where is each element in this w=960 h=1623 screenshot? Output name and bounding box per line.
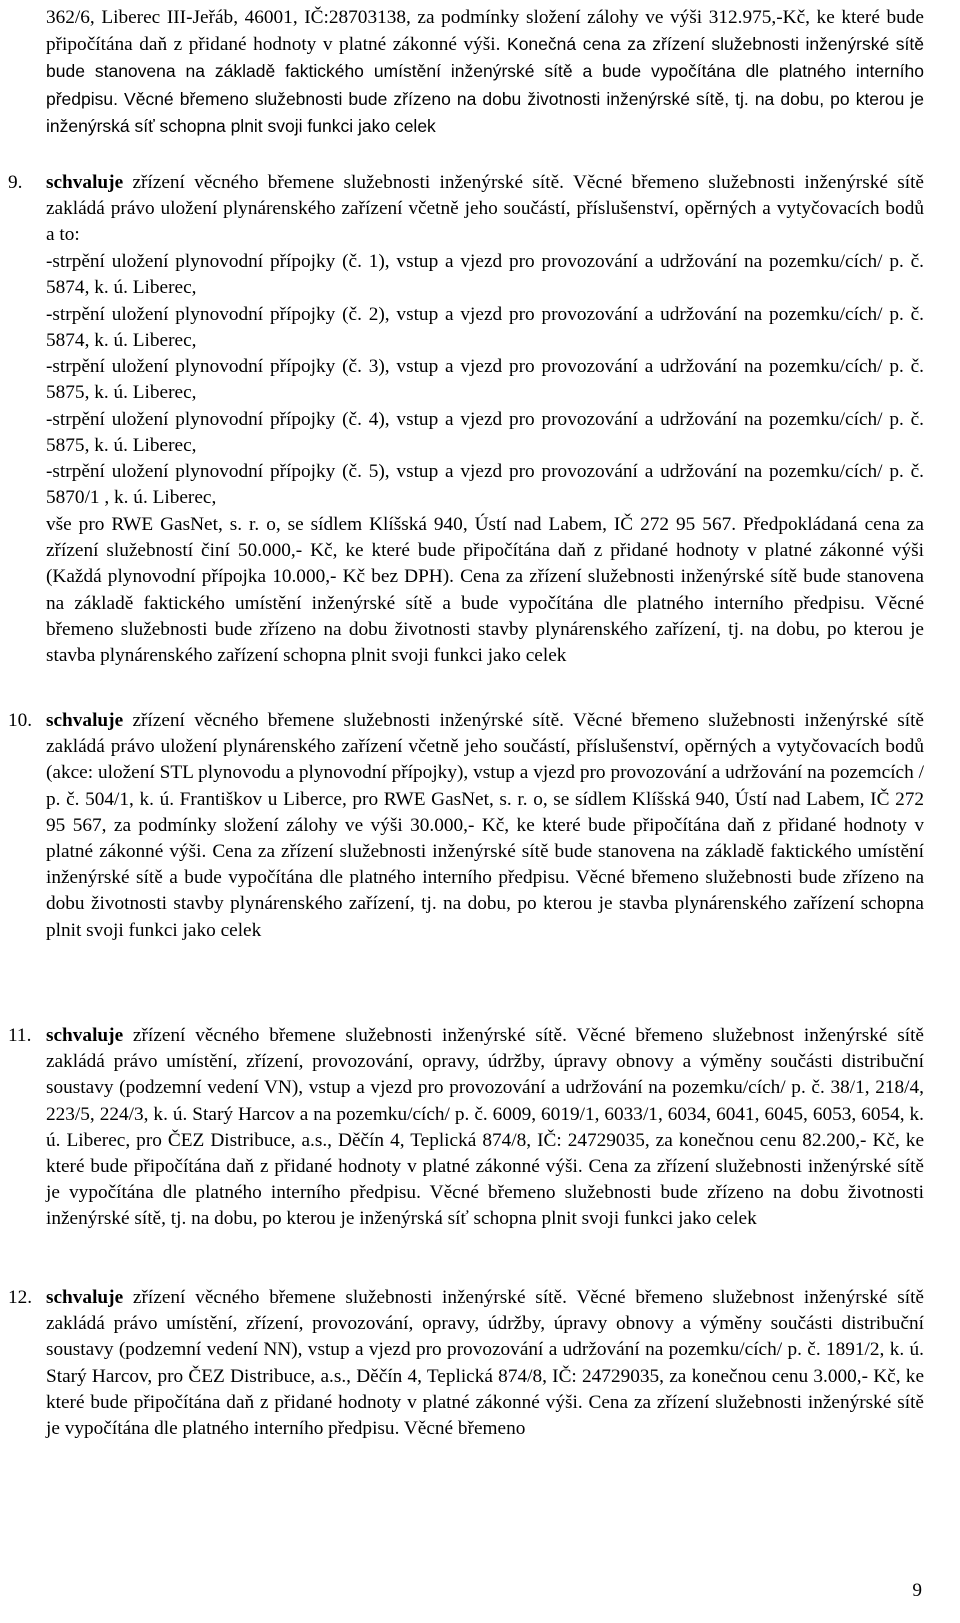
item-9-line: -strpění uložení plynovodní přípojky (č. 5), vstup a vjezd pro provozování a udržování na pozemku/cích/ p. č. 5870/1 , k. ú. Liberec, [46, 461, 924, 509]
item-9-line: -strpění uložení plynovodní přípojky (č. 2), vstup a vjezd pro provozování a udržování na pozemku/cích/ p. č. 5874, k. ú. Liberec, [46, 304, 924, 352]
item-10-text [46, 708, 924, 944]
continuation-paragraph [46, 5, 924, 140]
item-text: zřízení věcného břemene služebnosti inženýrské sítě. Věcné břemeno služebnost inženýrské sítě zakládá právo umístění, zřízení, provozování, opravy, údržby, úpravy obnovy a výměny součásti distribuční soustavy (podzemní vedení VN), vstup a vjezd pro provozování a udržování na pozemku/cích/ p. č. 38/1, 218/4, 223/5, 224/3, k. ú. Starý Harcov a na pozemku/cích/ p. č. 6009, 6019/1, 6033/1, 6034, 6041, 6045, 6053, 6054, k. ú. Liberec, pro ČEZ Distribuce, a.s., Děčín 4, Teplická 874/8, IČ: 24729035, za konečnou cenu 82.200,- Kč, ke které bude připočítána daň z přidané hodnoty v platné zákonné výši. Cena za zřízení služebnosti inženýrské sítě je vypočítána dle platného interního předpisu. Věcné břemeno služebnosti bude zřízeno na dobu životnosti inženýrské sítě, tj. na dobu, po kterou je inženýrská síť schopna plnit svoji funkci jako celek [46, 1025, 924, 1230]
item-number: 12. [8, 1287, 33, 1308]
item-9-line: -strpění uložení plynovodní přípojky (č. 4), vstup a vjezd pro provozování a udržování na pozemku/cích/ p. č. 5875, k. ú. Liberec, [46, 409, 924, 457]
item-11-text [46, 1023, 924, 1233]
item-12-text [46, 1285, 924, 1442]
item-text: zřízení věcného břemene služebnosti inženýrské sítě. Věcné břemeno služebnosti inženýrské sítě zakládá právo uložení plynárenského zařízení včetně jeho součástí, příslušenství, opěrných a vytyčovacích bodů a to: [46, 172, 924, 246]
page-number: 9 [912, 1580, 922, 1601]
item-number: 10. [8, 710, 33, 731]
item-lead-word: schvaluje [46, 710, 124, 731]
continuation-text-serif: 362/6, Liberec III-Jeřáb, 46001, IČ:28703138, za podmínky složení zálohy ve výši 312.975,-Kč, ke které bude připočítána daň z přidané hodnoty v platné zákonné výši. [46, 7, 924, 56]
item-number: 9. [8, 172, 23, 193]
item-number: 11. [8, 1025, 32, 1046]
item-text: zřízení věcného břemene služebnosti inženýrské sítě. Věcné břemeno služebnosti inženýrské sítě zakládá právo uložení plynárenského zařízení včetně jeho součástí, příslušenství, opěrných a vytyčovacích bodů (akce: uložení STL plynovodu a plynovodní přípojky), vstup a vjezd pro provozování a udržování na pozemcích / p. č. 504/1, k. ú. Františkov u Liberce, pro RWE GasNet, s. r. o, se sídlem Klíšská 940, Ústí nad Labem, IČ 272 95 567, za podmínky složení zálohy ve výši 30.000,- Kč, ke které bude připočítána daň z přidané hodnoty v platné zákonné výši. Cena za zřízení služebnosti inženýrské sítě bude stanovena na základě faktického umístění inženýrské sítě a bude vypočítána dle platného interního předpisu. Věcné břemeno služebnosti bude zřízeno na dobu životnosti stavby plynárenského zařízení, tj. na dobu, po kterou je stavba plynárenského zařízení schopna plnit svoji funkci jako celek [46, 710, 924, 941]
item-text: zřízení věcného břemene služebnosti inženýrské sítě. Věcné břemeno služebnost inženýrské sítě zakládá právo umístění, zřízení, provozování, opravy, údržby, úpravy obnovy a výměny součásti distribuční soustavy (podzemní vedení NN), vstup a vjezd pro provozování a udržování na pozemku/cích/ p. č. 1891/2, k. ú. Starý Harcov, pro ČEZ Distribuce, a.s., Děčín 4, Teplická 874/8, IČ: 24729035, za konečnou cenu 3.000,- Kč, ke které bude připočítána daň z přidané hodnoty v platné zákonné výši. Cena za zřízení služebnosti inženýrské sítě je vypočítána dle platného interního předpisu. Věcné břemeno [46, 1287, 924, 1440]
item-lead-word: schvaluje [46, 1287, 124, 1308]
item-9-line: -strpění uložení plynovodní přípojky (č. 3), vstup a vjezd pro provozování a udržování na pozemku/cích/ p. č. 5875, k. ú. Liberec, [46, 356, 924, 404]
continuation-text-sans: Konečná cena za zřízení služebnosti inženýrské sítě bude stanovena na základě faktického umístění inženýrské sítě a bude vypočítána dle platného interního předpisu. Věcné břemeno služebnosti bude zřízeno na dobu životnosti inženýrské sítě, tj. na dobu, po kterou je inženýrská síť schopna plnit svoji funkci jako celek [46, 34, 924, 136]
item-9-line: -strpění uložení plynovodní přípojky (č. 1), vstup a vjezd pro provozování a udržování na pozemku/cích/ p. č. 5874, k. ú. Liberec, [46, 251, 924, 299]
item-lead-word: schvaluje [46, 172, 124, 193]
item-9-closing: vše pro RWE GasNet, s. r. o, se sídlem Klíšská 940, Ústí nad Labem, IČ 272 95 567. Předpokládaná cena za zřízení služebností činí 50.000,- Kč, ke které bude připočítána daň z přidané hodnoty v platné zákonné výši (Každá plynovodní přípojka 10.000,- Kč bez DPH). Cena za zřízení služebnosti inženýrské sítě bude stanovena na základě faktického umístění inženýrské sítě a bude vypočítána dle platného interního předpisu. Věcné břemeno služebnosti bude zřízeno na dobu životnosti stavby plynárenského zařízení, tj. na dobu, po kterou je stavba plynárenského zařízení schopna plnit svoji funkci jako celek [46, 514, 924, 667]
item-9-intro [46, 170, 924, 249]
item-lead-word: schvaluje [46, 1025, 124, 1046]
